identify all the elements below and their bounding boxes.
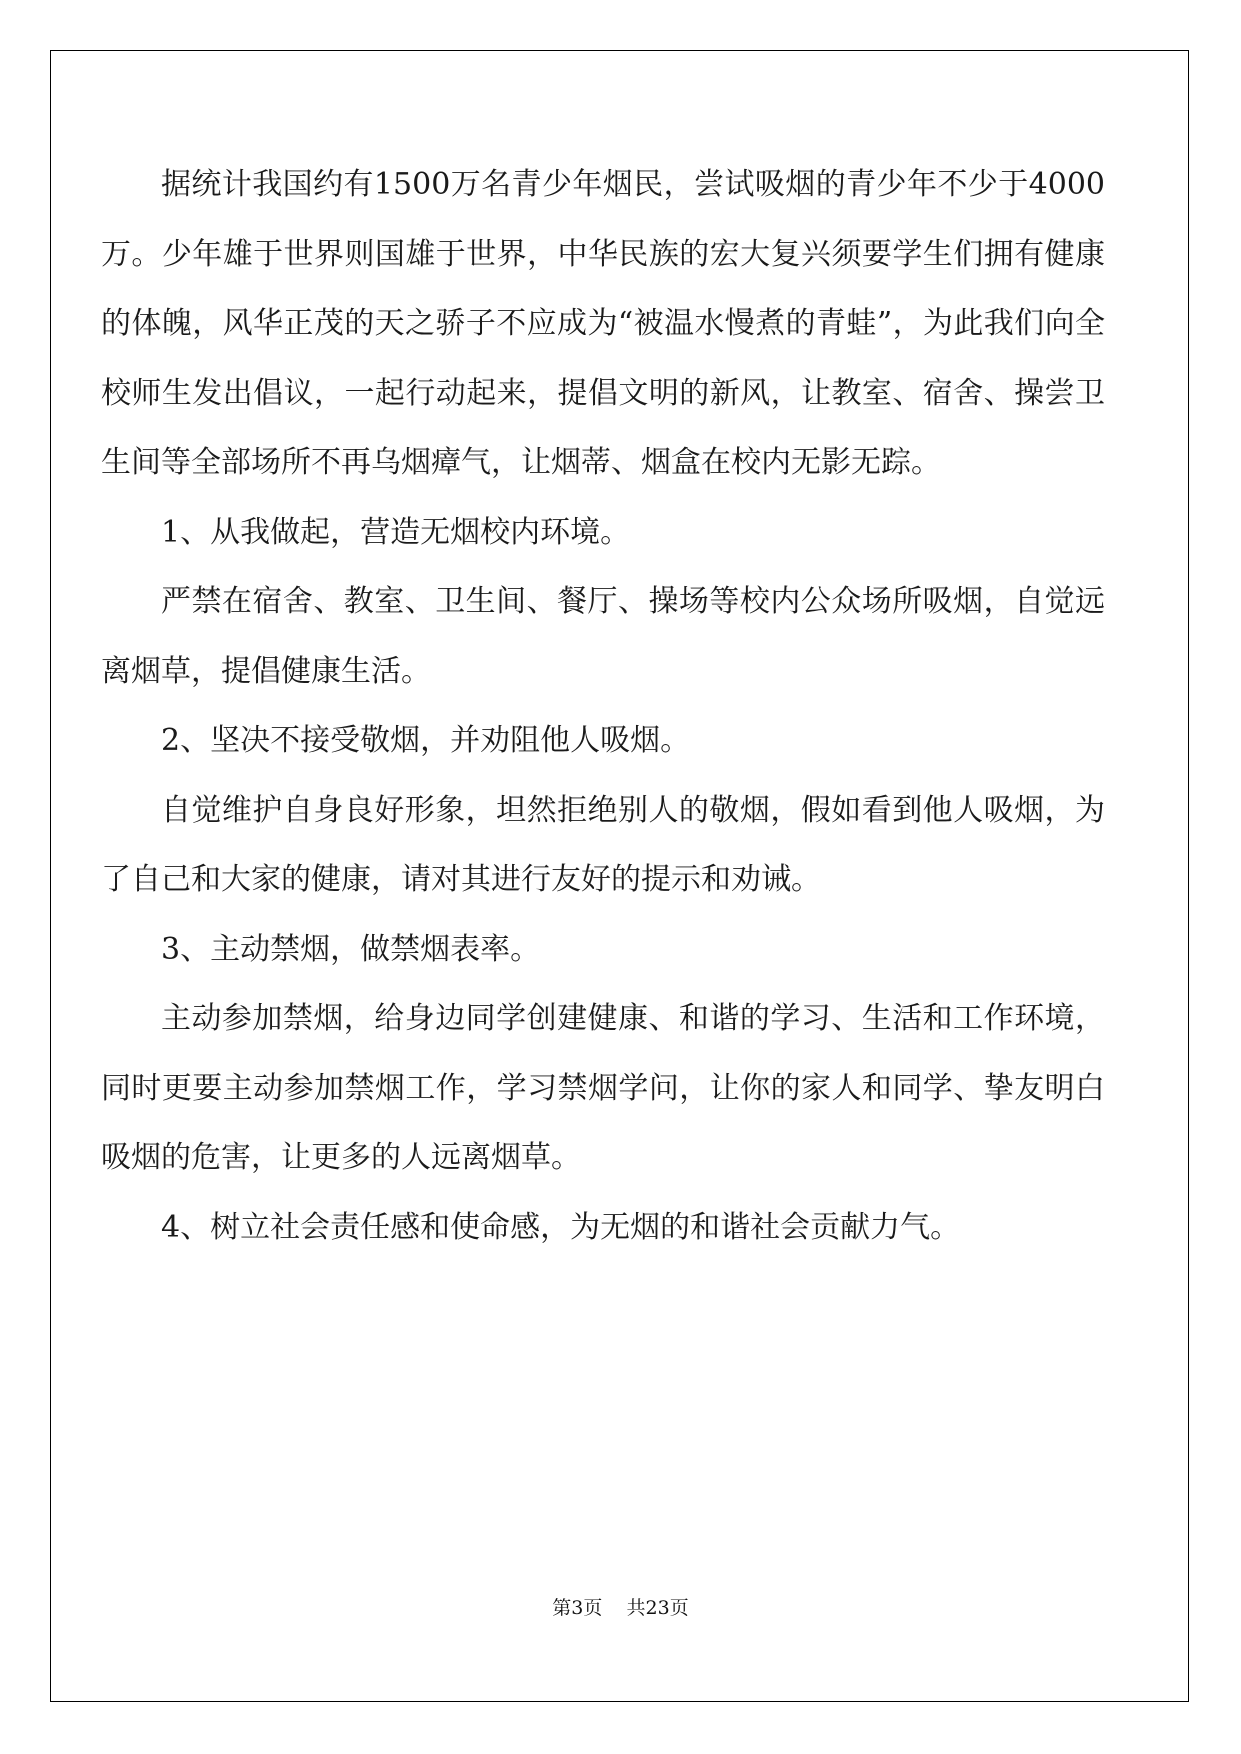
page-number: 第3页 [552,1597,603,1619]
item-3-heading: 3、主动禁烟，做禁烟表率。 [161,931,541,967]
item-3-body: 主动参加禁烟，给身边同学创建健康、和谐的学习、生活和工作环境，同时更要主动参加禁烟工作，学习禁烟学问，让你的家人和同学、挚友明白吸烟的危害，让更多的人远离烟草。 [101,1001,1105,1175]
paragraph-statistics: 据统计我国约有1500万名青少年烟民，尝试吸烟的青少年不少于4000万。少年雄于世界则国雄于世界，中华民族的宏大复兴须要学生们拥有健康的体魄，风华正茂的天之骄子不应成为“被温水慢煮的青蛙”，为此我们向全校师生发出倡议，一起行动起来，提倡文明的新风，让教室、宿舍、操尝卫生间等全部场所不再乌烟瘴气，让烟蒂、烟盒在校内无影无踪。 [101,167,1105,480]
document-body [101,150,1105,1262]
page-footer [0,1593,1241,1620]
item-4-heading: 4、树立社会责任感和使命感，为无烟的和谐社会贡献力气。 [161,1209,961,1245]
item-2-heading: 2、坚决不接受敬烟，并劝阻他人吸烟。 [161,723,691,758]
item-1-body: 严禁在宿舍、教室、卫生间、餐厅、操场等校内公众场所吸烟，自觉远离烟草，提倡健康生活。 [101,584,1105,689]
total-pages: 共23页 [626,1597,689,1619]
item-2-body: 自觉维护自身良好形象，坦然拒绝别人的敬烟，假如看到他人吸烟，为了自己和大家的健康，请对其进行友好的提示和劝诫。 [101,792,1105,897]
item-1-heading: 1、从我做起，营造无烟校内环境。 [161,514,631,550]
